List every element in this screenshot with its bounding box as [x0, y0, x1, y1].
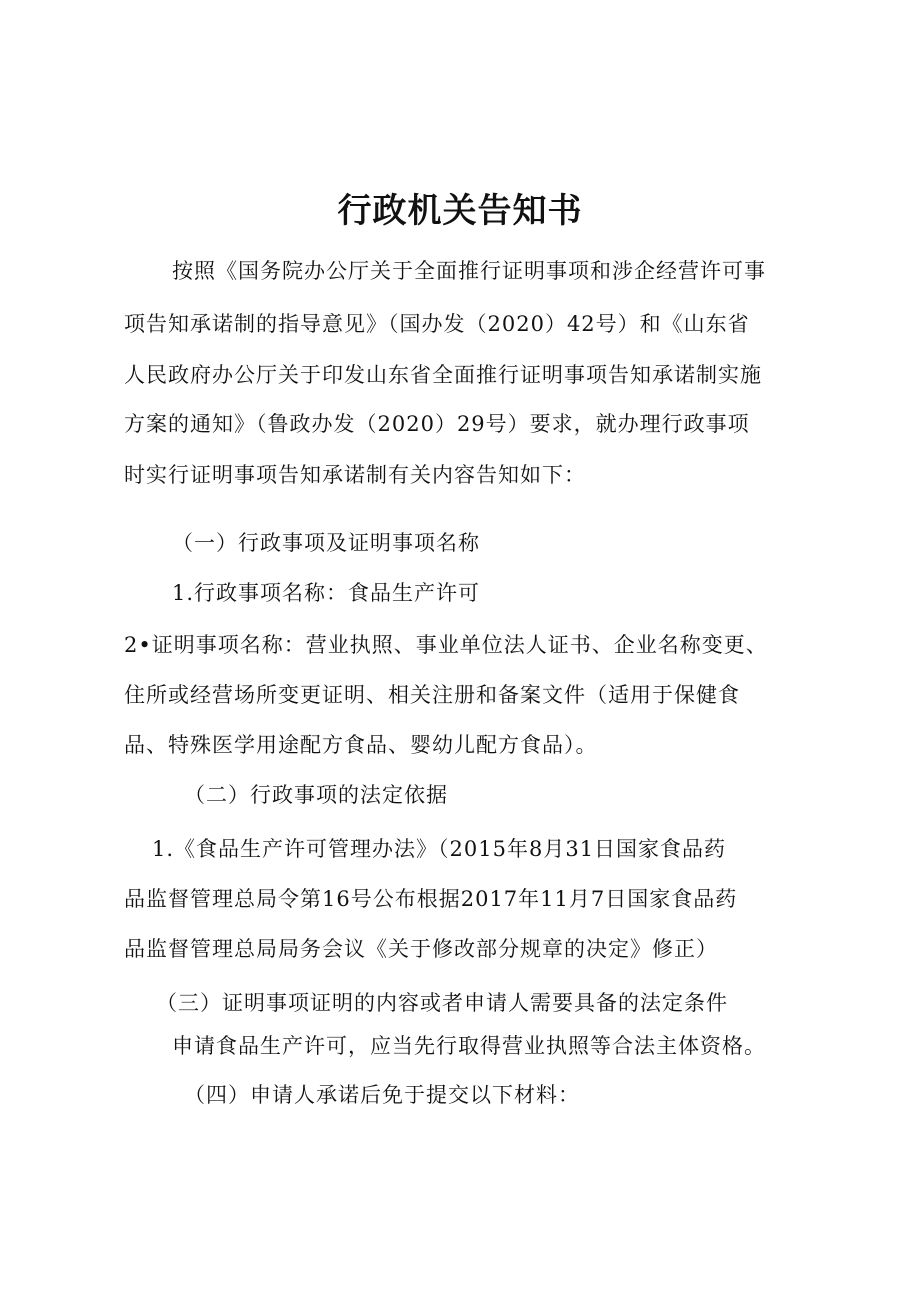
intro-line: 项告知承诺制的指导意见》（国办发（2020）42号）和《山东省: [124, 312, 750, 336]
section-4-heading: （四）申请人承诺后免于提交以下材料：: [184, 1083, 580, 1107]
section-2-item-1-line: 品监督管理总局局务会议《关于修改部分规章的决定》修正）: [124, 937, 718, 961]
document-title: 行政机关告知书: [337, 191, 583, 231]
section-2-heading: （二）行政事项的法定依据: [184, 783, 448, 807]
section-2-item-1-line: 1.《食品生产许可管理办法》（2015年8月31日国家食品药: [152, 837, 727, 861]
section-1-item-1: 1.行政事项名称：食品生产许可: [172, 581, 481, 605]
intro-line: 方案的通知》（鲁政办发（2020）29号）要求，就办理行政事项: [124, 412, 750, 436]
section-1-heading: （一）行政事项及证明事项名称: [172, 531, 480, 555]
intro-line: 时实行证明事项告知承诺制有关内容告知如下：: [124, 463, 586, 487]
section-3-heading: （三）证明事项证明的内容或者申请人需要具备的法定条件: [156, 991, 728, 1015]
section-3-body: 申请食品生产许可，应当先行取得营业执照等合法主体资格。: [172, 1034, 766, 1058]
intro-line: 按照《国务院办公厅关于全面推行证明事项和涉企经营许可事: [172, 259, 766, 283]
intro-line: 人民政府办公厅关于印发山东省全面推行证明事项告知承诺制实施: [124, 363, 762, 387]
section-1-item-2-line: 2•证明事项名称：营业执照、事业单位法人证书、企业名称变更、: [124, 633, 768, 657]
section-1-item-2-line: 住所或经营场所变更证明、相关注册和备案文件（适用于保健食: [124, 683, 740, 707]
section-2-item-1-line: 品监督管理总局令第16号公布根据2017年11月7日国家食品药: [124, 887, 738, 911]
section-1-item-2-line: 品、特殊医学用途配方食品、婴幼儿配方食品）。: [124, 733, 598, 757]
